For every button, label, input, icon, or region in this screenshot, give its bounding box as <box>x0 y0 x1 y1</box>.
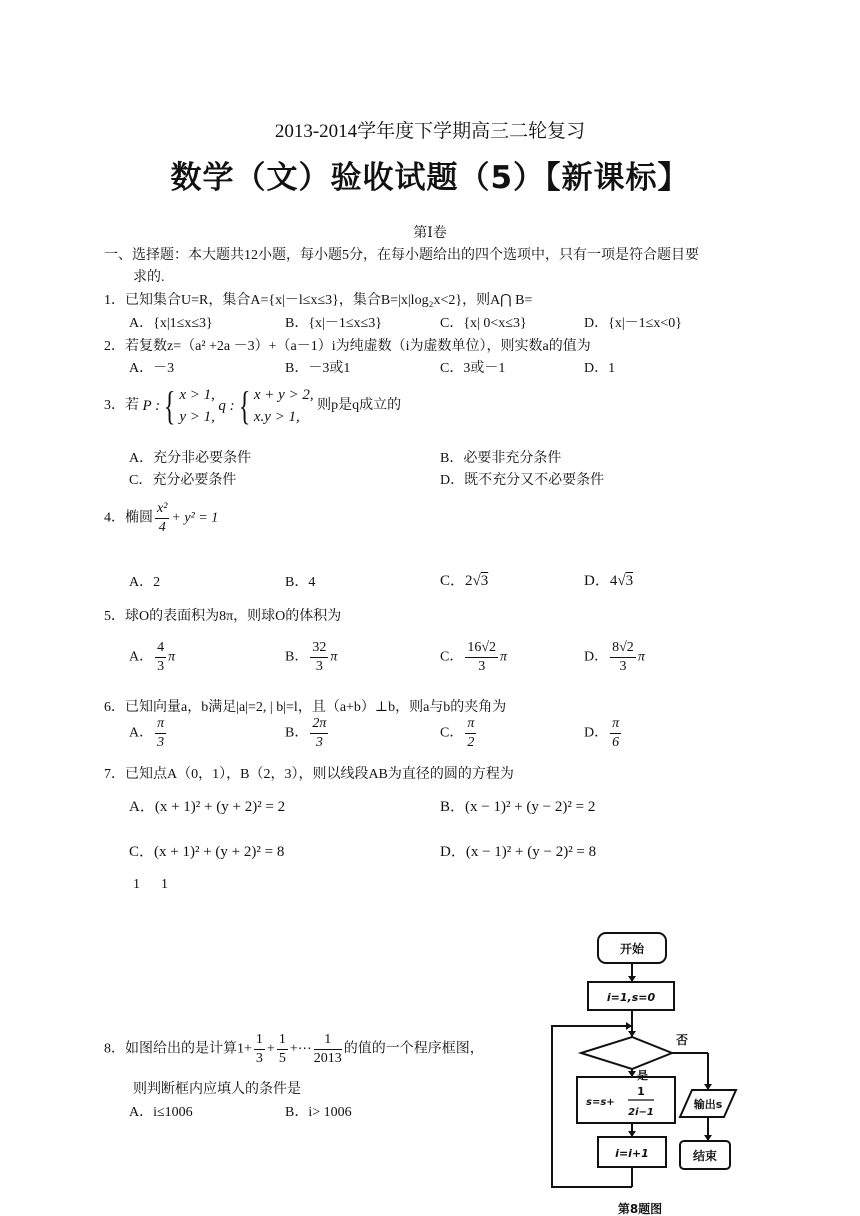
q8-f1-den: 3 <box>255 1051 263 1066</box>
increment-label: i=i+1 <box>615 1147 649 1160</box>
q8-f3-den: 2013 <box>313 1051 342 1066</box>
q4-c-radicand: 3 <box>480 573 489 589</box>
q5-b-den: 3 <box>315 659 323 674</box>
q7-option-d: D．(x − 1)² + (y − 2)² = 8 <box>440 844 597 860</box>
q6-option-c <box>440 715 478 752</box>
q6-b-num: 2π <box>310 715 328 734</box>
q8-f1-num: 1 <box>254 1031 265 1050</box>
header-subtitle: 2013-2014学年度下学期高三二轮复习 <box>274 121 586 142</box>
q6-b-den: 3 <box>315 735 323 750</box>
q4-option-a: A．2 <box>129 575 161 590</box>
q8-suffix: 的值的一个程序框图， <box>343 1041 484 1057</box>
no-label: 否 <box>676 1033 689 1047</box>
q5-c-num: 16√2 <box>465 639 498 658</box>
q8-option-b: B．i> 1006 <box>285 1105 352 1120</box>
q5-d-pi: π <box>637 649 645 665</box>
q5-a-num: 4 <box>155 639 166 658</box>
q5-c-den: 3 <box>478 659 486 674</box>
q3-option-c: C．充分必要条件 <box>129 473 237 488</box>
question-2-stem: 2．若复数z=（a² +2a －3）+（a－1）i为纯虚数（i为虚数单位），则实数a的值为 <box>104 339 591 354</box>
question-6-stem: 6．已知向量a，b满足|a|=2, | b|=l，且（a+b）⊥b，则a与b的夹角为 <box>104 700 507 715</box>
q3-option-b: B．必要非充分条件 <box>440 451 562 466</box>
section-title: 第Ⅰ卷 <box>413 226 447 241</box>
end-label: 结束 <box>692 1149 718 1163</box>
q6-a-den: 3 <box>157 735 165 750</box>
q4-equation-rest: + y² = 1 <box>171 510 219 526</box>
q6-option-a <box>129 715 168 752</box>
q3-brace-q: { <box>238 383 250 428</box>
question-1-stem: 1．已知集合U=R，集合A={x|－l≤x≤3}，集合B=|x|log₂x<2}，则A⋂ B= <box>104 293 533 308</box>
question-8-stem: 8．如图给出的是计算1+ $\frac{1}{3}$ + $\frac{1}{5}$ +⋯ $\frac{1}{2013}$ 的值的一个程序框图， <box>104 1032 484 1066</box>
q4-d-radicand: 3 <box>625 573 634 589</box>
q8-prefix: 8．如图给出的是计算1+ <box>104 1041 252 1057</box>
q2-option-d: D．1 <box>584 361 616 376</box>
q3-prefix: 3．若 <box>104 398 139 414</box>
q5-a-fraction <box>155 639 166 676</box>
q6-d-fraction <box>610 715 621 752</box>
q2-option-b: B．－3或1 <box>285 361 351 376</box>
q5-d-fraction <box>610 639 636 676</box>
q3-p-cond1: x > 1, <box>179 387 215 403</box>
q4-c-coef: C．2 <box>440 573 473 589</box>
question-5-stem: 5．球O的表面积为8π，则球O的体积为 <box>104 609 342 624</box>
q3-suffix: 则p是q成立的 <box>317 398 402 414</box>
q8-option-a: A．i≤1006 <box>129 1105 193 1120</box>
q2-option-c: C．3或－1 <box>440 361 506 376</box>
q6-d-num: π <box>610 715 621 734</box>
condition-node <box>581 1037 672 1069</box>
q1-option-d: D．{x|－1≤x<0} <box>584 316 682 331</box>
q6-b-label: B． <box>285 725 309 741</box>
q5-option-c <box>440 639 507 676</box>
q8-f2-num: 1 <box>277 1031 288 1050</box>
q6-a-num: π <box>155 715 166 734</box>
q6-option-b <box>285 715 330 752</box>
part-instructions: 一、选择题：本大题共12小题，每小题5分，在每小题给出的四个选项中，只有一项是符合题目要 <box>104 248 699 263</box>
q8-frac-2 <box>277 1031 288 1068</box>
q7-option-b: B．(x − 1)² + (y − 2)² = 2 <box>440 799 596 815</box>
q6-a-label: A． <box>129 725 154 741</box>
q5-b-num: 32 <box>310 639 328 658</box>
q4-prefix: 4．椭圆 <box>104 510 153 526</box>
q6-d-den: 6 <box>612 735 620 750</box>
q8-f3-num: 1 <box>314 1031 342 1050</box>
question-3-stem <box>104 384 401 428</box>
q8-ellipsis: +⋯ <box>289 1041 312 1057</box>
q5-c-pi: π <box>500 649 508 665</box>
stray-numerals: 1 1 <box>133 877 168 892</box>
part-instructions-cont: 求的. <box>133 270 165 285</box>
q6-c-num: π <box>465 715 476 734</box>
init-label: i=1,s=0 <box>606 991 656 1004</box>
q5-option-b <box>285 639 337 676</box>
exam-title: 数学（文）验收试题（5）【新课标】 <box>170 160 690 196</box>
q5-d-label: D． <box>584 649 609 665</box>
q3-q-system <box>254 384 314 428</box>
q4-numerator: x² <box>155 500 169 519</box>
q3-q-label: q : <box>218 398 235 414</box>
q3-q-cond2: x.y > 1, <box>253 409 300 425</box>
output-label: 输出s <box>693 1098 723 1111</box>
question-4-stem <box>104 500 218 537</box>
q6-d-label: D． <box>584 725 609 741</box>
q3-option-d: D．既不充分又不必要条件 <box>440 473 605 488</box>
q5-b-pi: π <box>330 649 338 665</box>
q5-option-a <box>129 639 175 676</box>
q3-p-system <box>179 384 215 428</box>
question-7-stem: 7．已知点A（0，1），B（2，3），则以线段AB为直径的圆的方程为 <box>104 767 514 782</box>
q8-f2-den: 5 <box>278 1051 286 1066</box>
q7-option-c: C．(x + 1)² + (y + 2)² = 8 <box>129 844 285 860</box>
q5-d-den: 3 <box>619 659 627 674</box>
q4-d-coef: D．4 <box>584 573 618 589</box>
q3-brace-p: { <box>163 383 176 428</box>
yes-label: 是 <box>637 1069 648 1082</box>
assign-prefix: s=s+ <box>586 1097 615 1108</box>
q4-denominator: 4 <box>158 520 166 535</box>
q6-option-d <box>584 715 623 752</box>
q3-p-label: P : <box>142 398 161 414</box>
q4-fraction <box>155 500 169 537</box>
q6-b-fraction <box>310 715 328 752</box>
q8-frac-1 <box>254 1031 265 1068</box>
q6-c-den: 2 <box>467 735 475 750</box>
q4-option-c: C．2√3 <box>440 573 489 589</box>
figure-caption: 第8题图 <box>617 1202 663 1216</box>
q6-c-fraction <box>465 715 476 752</box>
q5-b-label: B． <box>285 649 309 665</box>
q8-stem-line2: 则判断框内应填人的条件是 <box>133 1082 301 1097</box>
q5-b-fraction <box>310 639 328 676</box>
q5-a-den: 3 <box>157 659 165 674</box>
q4-option-d: D．4√3 <box>584 573 634 589</box>
program-flowchart <box>540 925 740 1216</box>
q1-option-b: B．{x|－1≤x≤3} <box>285 316 382 331</box>
q2-option-a: A．－3 <box>129 361 175 376</box>
q4-option-b: B．4 <box>285 575 316 590</box>
assign-num: 1 <box>637 1085 645 1098</box>
q3-option-a: A．充分非必要条件 <box>129 451 252 466</box>
assign-den: 2i−1 <box>628 1107 654 1118</box>
q3-p-cond2: y > 1, <box>179 409 215 425</box>
q1-option-c: C．{x| 0<x≤3} <box>440 316 527 331</box>
q5-a-label: A． <box>129 649 154 665</box>
start-label: 开始 <box>619 942 645 956</box>
q5-d-num: 8√2 <box>610 639 636 658</box>
q5-a-pi: π <box>168 649 176 665</box>
q8-frac-3 <box>314 1031 342 1068</box>
q3-q-cond1: x + y > 2, <box>253 387 314 403</box>
q5-c-label: C． <box>440 649 464 665</box>
q5-option-d <box>584 639 645 676</box>
q7-option-a: A．(x + 1)² + (y + 2)² = 2 <box>129 799 286 815</box>
q5-c-fraction <box>465 639 498 676</box>
q6-c-label: C． <box>440 725 464 741</box>
q1-option-a: A．{x|1≤x≤3} <box>129 316 213 331</box>
q6-a-fraction <box>155 715 166 752</box>
